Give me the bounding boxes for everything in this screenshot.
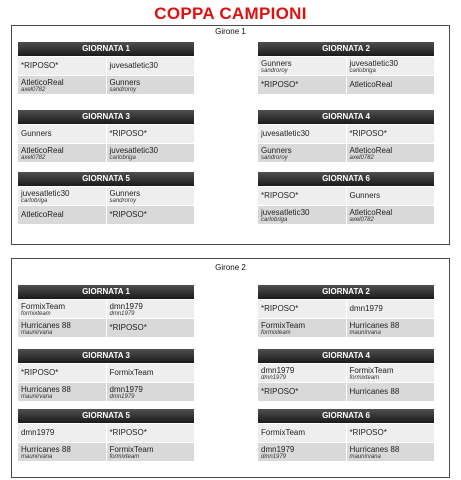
giornata-header: GIORNATA 5 <box>18 172 194 186</box>
team-name: dmn1979 <box>109 302 143 311</box>
team-name: juvesatletic30 <box>261 208 310 217</box>
team-name: Gunners <box>261 59 292 68</box>
home-team-cell <box>258 300 346 318</box>
giornata-header: GIORNATA 4 <box>258 110 434 124</box>
team-owner: axel0782 <box>21 87 46 93</box>
away-team-cell <box>347 383 435 401</box>
away-team-cell <box>347 187 435 205</box>
giornata-header: GIORNATA 2 <box>258 285 434 299</box>
team-owner: formixteam <box>21 311 51 317</box>
team-owner: dmn1979 <box>109 394 135 400</box>
team-name: FormixTeam <box>261 428 306 437</box>
home-team-cell <box>18 319 106 337</box>
giornata-header: GIORNATA 4 <box>258 349 434 363</box>
team-name: *RIPOSO* <box>261 387 299 396</box>
home-team-cell <box>18 364 106 382</box>
team-name: *RIPOSO* <box>109 323 147 332</box>
giornata-header: GIORNATA 2 <box>258 42 434 56</box>
away-team-cell <box>107 206 195 224</box>
girone-label: Girone 2 <box>215 263 246 272</box>
home-team-cell <box>18 57 106 75</box>
team-name: Hurricanes 88 <box>21 385 71 394</box>
team-name: juvesatletic30 <box>109 146 158 155</box>
away-team-cell <box>347 443 435 461</box>
team-name: FormixTeam <box>21 302 66 311</box>
team-owner: axel0782 <box>21 155 46 161</box>
match-row <box>18 300 194 318</box>
home-team-cell <box>258 383 346 401</box>
team-name: dmn1979 <box>109 385 143 394</box>
match-row <box>258 57 434 75</box>
home-team-cell <box>258 443 346 461</box>
team-name: dmn1979 <box>261 366 295 375</box>
team-owner: formixteam <box>261 330 291 336</box>
team-name: Hurricanes 88 <box>349 445 400 454</box>
match-row <box>258 319 434 337</box>
team-name: *RIPOSO* <box>109 210 147 219</box>
team-name: juvesatletic30 <box>261 129 310 138</box>
match-row <box>18 76 194 94</box>
team-owner: axel0782 <box>349 217 374 223</box>
giornata-3-block <box>18 110 194 162</box>
home-team-cell <box>258 76 346 94</box>
team-owner: sandroroy <box>261 68 288 74</box>
giornata-header: GIORNATA 6 <box>258 409 434 423</box>
match-row <box>258 300 434 318</box>
giornata-1-block <box>18 42 194 94</box>
giornata-header: GIORNATA 1 <box>18 285 194 299</box>
match-row <box>258 144 434 162</box>
away-team-cell <box>107 300 195 318</box>
giornata-2-block <box>258 285 434 337</box>
home-team-cell <box>258 424 346 442</box>
girone-label: Girone 1 <box>215 27 246 36</box>
team-name: FormixTeam <box>109 368 154 377</box>
away-team-cell <box>347 206 435 224</box>
team-name: FormixTeam <box>349 366 394 375</box>
team-name: *RIPOSO* <box>109 428 147 437</box>
team-name: *RIPOSO* <box>261 80 299 89</box>
team-name: *RIPOSO* <box>109 129 147 138</box>
team-name: dmn1979 <box>349 304 383 313</box>
home-team-cell <box>18 144 106 162</box>
match-row <box>18 364 194 382</box>
match-row <box>18 424 194 442</box>
home-team-cell <box>258 206 346 224</box>
away-team-cell <box>107 319 195 337</box>
home-team-cell <box>18 76 106 94</box>
away-team-cell <box>347 57 435 75</box>
away-team-cell <box>107 443 195 461</box>
team-name: Gunners <box>109 189 141 198</box>
giornata-2-block <box>258 42 434 94</box>
match-row <box>18 206 194 224</box>
team-name: Gunners <box>349 191 381 200</box>
team-name: Hurricanes 88 <box>21 445 71 454</box>
team-owner: dmn1979 <box>261 375 287 381</box>
away-team-cell <box>347 364 435 382</box>
team-name: juvesatletic30 <box>109 61 158 70</box>
team-name: dmn1979 <box>261 445 295 454</box>
home-team-cell <box>18 383 106 401</box>
home-team-cell <box>258 187 346 205</box>
team-name: FormixTeam <box>261 321 306 330</box>
giornata-header: GIORNATA 1 <box>18 42 194 56</box>
team-name: *RIPOSO* <box>261 304 299 313</box>
home-team-cell <box>258 144 346 162</box>
team-name: *RIPOSO* <box>261 191 299 200</box>
home-team-cell <box>258 364 346 382</box>
match-row <box>18 443 194 461</box>
giornata-6-block <box>258 172 434 224</box>
team-name: juvesatletic30 <box>21 189 70 198</box>
giornata-5-block <box>18 172 194 224</box>
home-team-cell <box>18 424 106 442</box>
giornata-header: GIORNATA 3 <box>18 110 194 124</box>
team-name: AtleticoReal <box>21 210 64 219</box>
match-row <box>258 125 434 143</box>
team-name: dmn1979 <box>21 428 55 437</box>
home-team-cell <box>258 319 346 337</box>
team-owner: formixteam <box>109 454 140 460</box>
giornata-5-block <box>18 409 194 461</box>
away-team-cell <box>107 144 195 162</box>
match-row <box>258 76 434 94</box>
away-team-cell <box>107 57 195 75</box>
team-name: Hurricanes 88 <box>349 321 400 330</box>
team-name: *RIPOSO* <box>21 368 59 377</box>
team-owner: maunirvana <box>349 330 381 336</box>
away-team-cell <box>107 125 195 143</box>
away-team-cell <box>347 125 435 143</box>
home-team-cell <box>18 187 106 205</box>
girone-1-panel <box>11 25 450 245</box>
home-team-cell <box>18 206 106 224</box>
team-name: Gunners <box>261 146 292 155</box>
giornata-header: GIORNATA 5 <box>18 409 194 423</box>
home-team-cell <box>18 443 106 461</box>
home-team-cell <box>18 125 106 143</box>
team-name: Gunners <box>109 78 141 87</box>
away-team-cell <box>107 364 195 382</box>
match-row <box>258 383 434 401</box>
home-team-cell <box>18 300 106 318</box>
team-name: AtleticoReal <box>349 146 393 155</box>
page-title: COPPA CAMPIONI <box>154 4 307 23</box>
match-row <box>18 319 194 337</box>
match-row <box>258 206 434 224</box>
match-row <box>258 187 434 205</box>
giornata-4-block <box>258 349 434 401</box>
away-team-cell <box>347 300 435 318</box>
team-name: *RIPOSO* <box>349 428 387 437</box>
team-owner: carlobriga <box>21 198 48 204</box>
team-name: Hurricanes 88 <box>21 321 71 330</box>
team-owner: maunirvana <box>349 454 381 460</box>
match-row <box>18 383 194 401</box>
match-row <box>18 125 194 143</box>
away-team-cell <box>347 319 435 337</box>
team-name: AtleticoReal <box>349 80 393 89</box>
girone-2-panel <box>11 258 450 478</box>
match-row <box>258 364 434 382</box>
away-team-cell <box>107 383 195 401</box>
team-owner: maunirvana <box>21 394 53 400</box>
giornata-6-block <box>258 409 434 461</box>
match-row <box>258 443 434 461</box>
match-row <box>18 57 194 75</box>
match-row <box>258 424 434 442</box>
team-owner: maunirvana <box>21 454 53 460</box>
team-owner: formixteam <box>349 375 380 381</box>
home-team-cell <box>258 57 346 75</box>
team-owner: sandroroy <box>261 155 288 161</box>
team-owner: carlobriga <box>349 68 376 74</box>
team-owner: maunirvana <box>21 330 53 336</box>
away-team-cell <box>107 424 195 442</box>
team-owner: carlobriga <box>261 217 288 223</box>
team-name: AtleticoReal <box>21 146 64 155</box>
team-owner: dmn1979 <box>261 454 287 460</box>
team-owner: axel0782 <box>349 155 374 161</box>
team-owner: carlobriga <box>109 155 136 161</box>
team-name: Hurricanes 88 <box>349 387 400 396</box>
match-row <box>18 187 194 205</box>
away-team-cell <box>107 187 195 205</box>
match-row <box>18 144 194 162</box>
away-team-cell <box>347 424 435 442</box>
away-team-cell <box>347 76 435 94</box>
team-name: AtleticoReal <box>21 78 64 87</box>
giornata-header: GIORNATA 6 <box>258 172 434 186</box>
team-owner: dmn1979 <box>109 311 135 317</box>
team-owner: sandroroy <box>109 198 137 204</box>
away-team-cell <box>107 76 195 94</box>
giornata-4-block <box>258 110 434 162</box>
team-name: Gunners <box>21 129 52 138</box>
giornata-header: GIORNATA 3 <box>18 349 194 363</box>
giornata-1-block <box>18 285 194 337</box>
team-owner: sandroroy <box>109 87 137 93</box>
away-team-cell <box>347 144 435 162</box>
team-name: *RIPOSO* <box>349 129 387 138</box>
home-team-cell <box>258 125 346 143</box>
team-name: *RIPOSO* <box>21 61 59 70</box>
team-name: FormixTeam <box>109 445 154 454</box>
giornata-3-block <box>18 349 194 401</box>
team-name: juvesatletic30 <box>349 59 398 68</box>
team-name: AtleticoReal <box>349 208 393 217</box>
